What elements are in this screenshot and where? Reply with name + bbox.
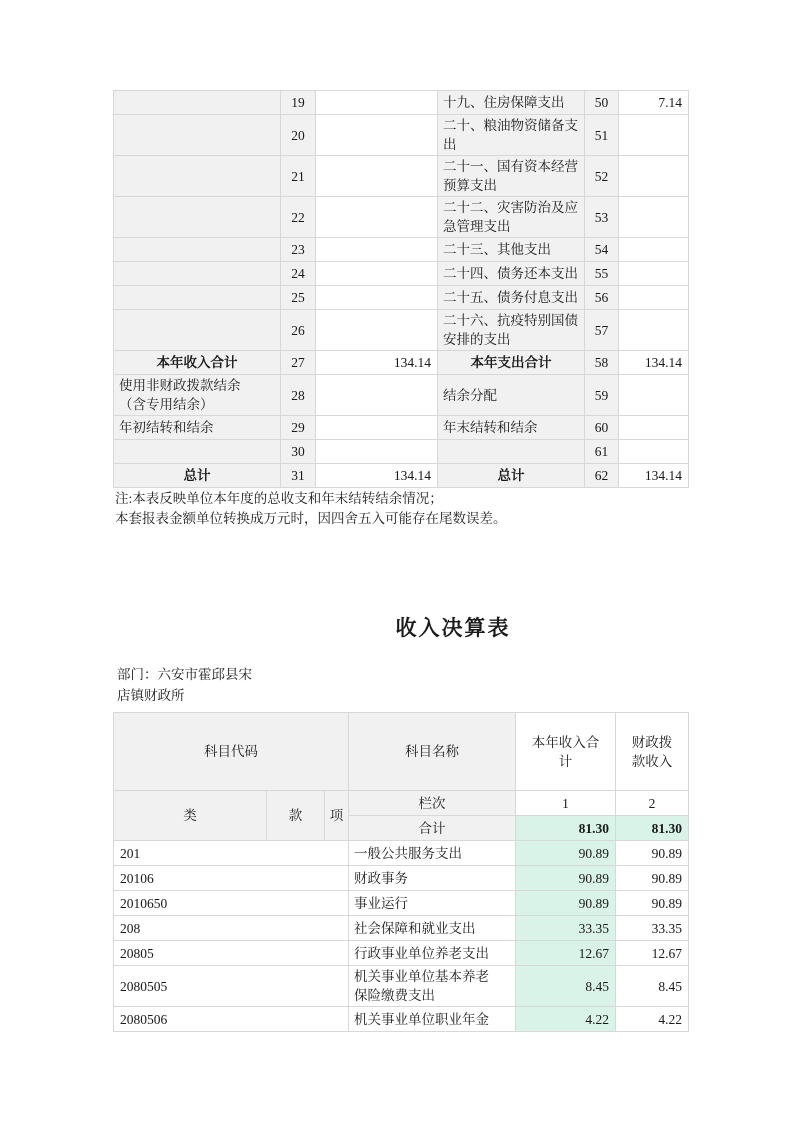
subject-name-cell: 机关事业单位职业年金 [349, 1007, 516, 1032]
income-item-cell [114, 238, 281, 262]
subject-name-cell: 行政事业单位养老支出 [349, 941, 516, 966]
income-item-cell: 年初结转和结余 [114, 416, 281, 440]
subject-name-cell: 机关事业单位基本养老保险缴费支出 [349, 966, 516, 1007]
footnote-line: 本套报表金额单位转换成万元时，因四舍五入可能存在尾数误差。 [115, 511, 507, 526]
amount-cell [316, 262, 438, 286]
value-cell: 4.22 [516, 1007, 616, 1032]
item-header-cell: 项 [325, 791, 349, 841]
income-item-cell [114, 440, 281, 464]
table-row [114, 916, 689, 941]
income-item-cell [114, 262, 281, 286]
income-table-title: 收入决算表 [395, 616, 511, 640]
table-row [114, 440, 689, 464]
amount-cell [316, 416, 438, 440]
row-number-cell: 22 [281, 197, 316, 238]
value-cell: 33.35 [616, 916, 689, 941]
table-row [114, 941, 689, 966]
subject-code-cell: 20106 [114, 866, 349, 891]
income-item-cell [114, 286, 281, 310]
table-row [114, 238, 689, 262]
amount-cell [316, 91, 438, 115]
table-row [114, 91, 689, 115]
amount-cell [316, 238, 438, 262]
grand-total-label-cell: 总计 [438, 464, 585, 488]
expense-item-cell: 二十六、抗疫特别国债安排的支出 [438, 310, 585, 351]
row-number-cell: 62 [585, 464, 619, 488]
value-cell: 12.67 [516, 941, 616, 966]
table-row [114, 891, 689, 916]
value-cell: 8.45 [516, 966, 616, 1007]
income-item-cell [114, 115, 281, 156]
row-number-cell: 54 [585, 238, 619, 262]
table-row-grand-total [114, 464, 689, 488]
amount-cell: 7.14 [619, 91, 689, 115]
table-row-total-year [114, 351, 689, 375]
income-item-cell [114, 197, 281, 238]
amount-cell [316, 375, 438, 416]
income-item-cell [114, 310, 281, 351]
row-number-cell: 25 [281, 286, 316, 310]
amount-cell [316, 115, 438, 156]
balance-summary-table [113, 90, 689, 488]
row-number-cell: 28 [281, 375, 316, 416]
amount-cell [619, 310, 689, 351]
amount-cell: 134.14 [316, 351, 438, 375]
subject-code-cell: 2080505 [114, 966, 349, 1007]
row-number-cell: 50 [585, 91, 619, 115]
amount-cell [619, 416, 689, 440]
row-number-cell: 24 [281, 262, 316, 286]
value-cell: 12.67 [616, 941, 689, 966]
subject-code-cell: 208 [114, 916, 349, 941]
row-number-cell: 60 [585, 416, 619, 440]
row-number-cell: 52 [585, 156, 619, 197]
row-number-cell: 29 [281, 416, 316, 440]
table-row [114, 197, 689, 238]
row-number-cell: 51 [585, 115, 619, 156]
expense-item-cell: 二十一、国有资本经营预算支出 [438, 156, 585, 197]
income-item-cell [114, 156, 281, 197]
expense-item-cell: 十九、住房保障支出 [438, 91, 585, 115]
subject-code-cell: 20805 [114, 941, 349, 966]
subject-name-cell: 财政事务 [349, 866, 516, 891]
subject-name-cell: 事业运行 [349, 891, 516, 916]
row-number-cell: 26 [281, 310, 316, 351]
expense-item-cell: 结余分配 [438, 375, 585, 416]
income-total-label-cell: 本年收入合计 [114, 351, 281, 375]
expense-item-cell: 二十三、其他支出 [438, 238, 585, 262]
value-cell: 4.22 [616, 1007, 689, 1032]
subject-code-cell: 201 [114, 841, 349, 866]
value-cell: 8.45 [616, 966, 689, 1007]
table-row [114, 115, 689, 156]
subject-name-cell: 社会保障和就业支出 [349, 916, 516, 941]
value-cell: 90.89 [616, 891, 689, 916]
table-row [114, 1007, 689, 1032]
column-number-cell: 2 [616, 791, 689, 816]
column-number-cell: 1 [516, 791, 616, 816]
expense-item-cell: 二十四、债务还本支出 [438, 262, 585, 286]
amount-cell: 134.14 [619, 464, 689, 488]
value-cell: 90.89 [616, 841, 689, 866]
total-value-cell: 81.30 [616, 816, 689, 841]
subject-code-header-cell: 科目代码 [114, 713, 349, 791]
row-number-cell: 31 [281, 464, 316, 488]
total-value-cell: 81.30 [516, 816, 616, 841]
amount-cell [316, 440, 438, 464]
income-item-cell: 使用非财政拨款结余（含专用结余） [114, 375, 281, 416]
row-number-cell: 20 [281, 115, 316, 156]
row-number-cell: 53 [585, 197, 619, 238]
footnote-line: 注:本表反映单位本年度的总收支和年末结转结余情况； [115, 491, 443, 506]
table-footnotes [115, 489, 685, 529]
income-statement-table [113, 712, 689, 1032]
amount-cell [316, 156, 438, 197]
table-row [114, 416, 689, 440]
subject-name-header-cell: 科目名称 [349, 713, 516, 791]
amount-cell [316, 197, 438, 238]
row-number-cell: 61 [585, 440, 619, 464]
table-row [114, 966, 689, 1007]
fiscal-appropriation-header-cell: 财政拨款收入 [616, 713, 689, 791]
section-header-cell: 款 [267, 791, 325, 841]
row-number-cell: 55 [585, 262, 619, 286]
amount-cell [619, 156, 689, 197]
header-row [114, 713, 689, 791]
amount-cell [316, 286, 438, 310]
table-row [114, 841, 689, 866]
expense-item-cell: 二十二、灾害防治及应急管理支出 [438, 197, 585, 238]
row-number-cell: 19 [281, 91, 316, 115]
row-number-cell: 59 [585, 375, 619, 416]
expense-item-cell [438, 440, 585, 464]
row-number-cell: 23 [281, 238, 316, 262]
table-row [114, 286, 689, 310]
table-row [114, 866, 689, 891]
value-cell: 33.35 [516, 916, 616, 941]
total-label-cell: 合计 [349, 816, 516, 841]
amount-cell [619, 440, 689, 464]
grand-total-label-cell: 总计 [114, 464, 281, 488]
row-number-cell: 27 [281, 351, 316, 375]
amount-cell [619, 262, 689, 286]
value-cell: 90.89 [616, 866, 689, 891]
expense-item-cell: 二十、粮油物资储备支出 [438, 115, 585, 156]
subject-code-cell: 2080506 [114, 1007, 349, 1032]
value-cell: 90.89 [516, 891, 616, 916]
income-item-cell [114, 91, 281, 115]
table-row [114, 156, 689, 197]
row-number-cell: 58 [585, 351, 619, 375]
subject-code-cell: 2010650 [114, 891, 349, 916]
row-number-cell: 30 [281, 440, 316, 464]
amount-cell: 134.14 [619, 351, 689, 375]
row-number-cell: 21 [281, 156, 316, 197]
header-row [114, 791, 689, 816]
subject-name-cell: 一般公共服务支出 [349, 841, 516, 866]
amount-cell [619, 238, 689, 262]
row-number-cell: 56 [585, 286, 619, 310]
expense-total-label-cell: 本年支出合计 [438, 351, 585, 375]
value-cell: 90.89 [516, 841, 616, 866]
amount-cell: 134.14 [316, 464, 438, 488]
amount-cell [619, 375, 689, 416]
amount-cell [619, 286, 689, 310]
year-income-total-header-cell: 本年收入合计 [516, 713, 616, 791]
column-index-label-cell: 栏次 [349, 791, 516, 816]
amount-cell [316, 310, 438, 351]
table-row [114, 310, 689, 351]
value-cell: 90.89 [516, 866, 616, 891]
department-label: 部门：六安市霍邱县宋店镇财政所 [117, 667, 252, 703]
expense-item-cell: 二十五、债务付息支出 [438, 286, 585, 310]
class-header-cell: 类 [114, 791, 267, 841]
expense-item-cell: 年末结转和结余 [438, 416, 585, 440]
row-number-cell: 57 [585, 310, 619, 351]
amount-cell [619, 115, 689, 156]
table-row [114, 375, 689, 416]
amount-cell [619, 197, 689, 238]
table-row [114, 262, 689, 286]
